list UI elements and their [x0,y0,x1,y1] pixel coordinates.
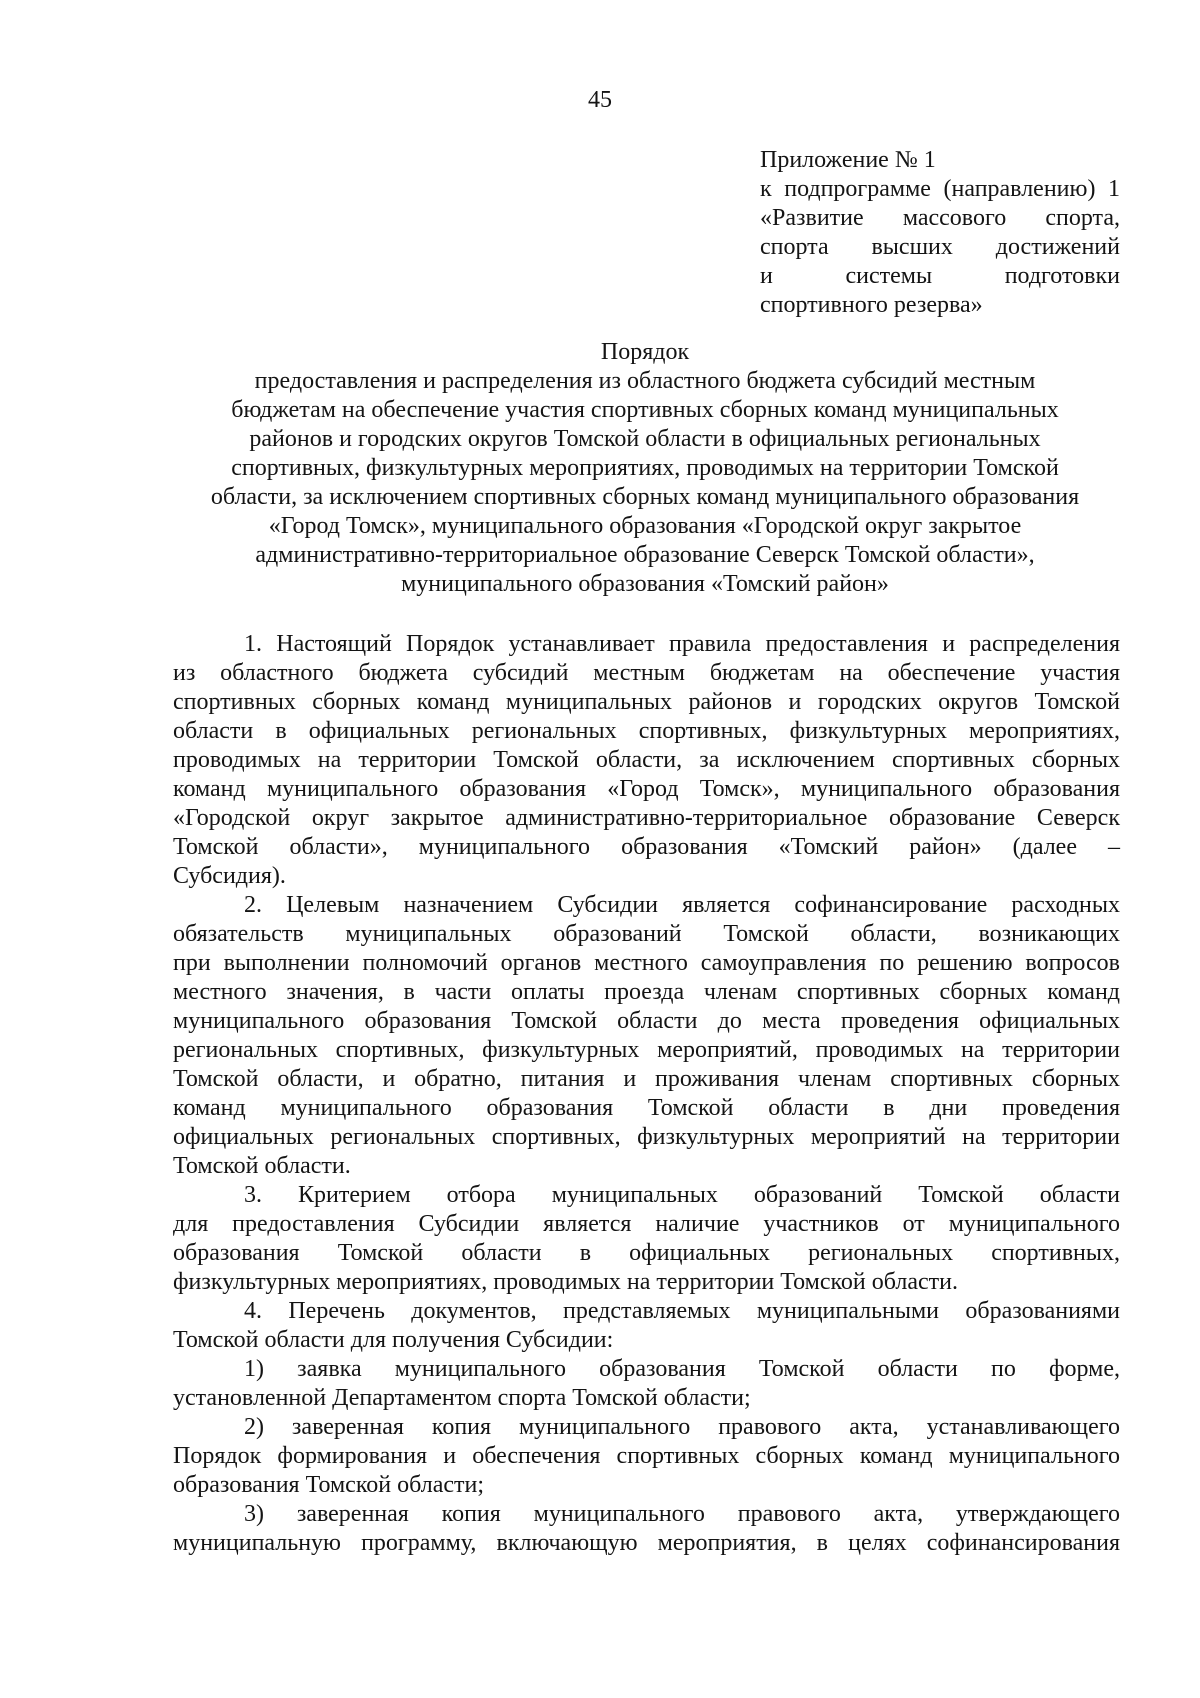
title-line: административно-территориальное образование Северск Томской области», [255,542,1035,568]
paragraph-line: при выполнении полномочий органов местного самоуправления по решению вопросов [173,950,1120,976]
appendix-line: к подпрограмме (направлению) 1 [760,176,1120,202]
paragraph [173,891,1120,1181]
title-line: области, за исключением спортивных сборных команд муниципального образования [210,484,1080,510]
document-body [173,630,1120,1558]
appendix-header [760,146,1120,320]
paragraph [173,1413,1120,1500]
appendix-line: «Развитие массового спорта, [760,205,1120,231]
paragraph-line: 2) заверенная копия муниципального правового акта, устанавливающего [244,1414,1120,1440]
paragraph-line: спортивных сборных команд муниципальных районов и городских округов Томской [173,689,1120,715]
appendix-line: и системы подготовки [760,263,1120,289]
paragraph-line: образования Томской области в официальных региональных спортивных, [173,1240,1120,1266]
paragraph-line: из областного бюджета субсидий местным бюджетам на обеспечение участия [173,660,1120,686]
paragraph-line: Порядок формирования и обеспечения спортивных сборных команд муниципального [173,1443,1120,1469]
title-line: спортивных, физкультурных мероприятиях, проводимых на территории Томской [231,455,1059,481]
paragraph-line: региональных спортивных, физкультурных мероприятий, проводимых на территории [173,1037,1120,1063]
title-heading: Порядок [600,339,690,365]
paragraph-line: 3) заверенная копия муниципального правового акта, утверждающего [244,1501,1120,1527]
paragraph-line: Томской области, и обратно, питания и проживания членам спортивных сборных [173,1066,1120,1092]
document-title [150,338,1140,599]
appendix-line: Приложение № 1 [760,147,936,173]
title-line: муниципального образования «Томский район» [401,571,889,597]
paragraph-line: муниципального образования Томской области до места проведения официальных [173,1008,1120,1034]
paragraph [173,1500,1120,1558]
paragraph-line: для предоставления Субсидии является наличие участников от муниципального [173,1211,1120,1237]
paragraph-line: Субсидия). [173,863,286,889]
paragraph-line: образования Томской области; [173,1472,485,1498]
paragraph-line: 1. Настоящий Порядок устанавливает правила предоставления и распределения [244,631,1120,657]
paragraph-line: местного значения, в части оплаты проезда членам спортивных сборных команд [173,979,1120,1005]
paragraph [173,1181,1120,1297]
paragraph-line: команд муниципального образования «Город Томск», муниципального образования [173,776,1120,802]
paragraph-line: Томской области. [173,1153,351,1179]
page-number: 45 [588,87,612,113]
paragraph-line: области в официальных региональных спортивных, физкультурных мероприятиях, [173,718,1120,744]
paragraph-line: Томской области для получения Субсидии: [173,1327,614,1353]
paragraph-line: физкультурных мероприятиях, проводимых на территории Томской области. [173,1269,959,1295]
paragraph-line: команд муниципального образования Томской области в дни проведения [173,1095,1120,1121]
paragraph-line: муниципальную программу, включающую мероприятия, в целях софинансирования [173,1530,1120,1556]
paragraph-line: проводимых на территории Томской области, за исключением спортивных сборных [173,747,1120,773]
paragraph [173,1355,1120,1413]
title-line: предоставления и распределения из областного бюджета субсидий местным [254,368,1036,394]
paragraph-line: «Городской округ закрытое административно-территориальное образование Северск [173,805,1120,831]
title-line: районов и городских округов Томской области в официальных региональных [249,426,1041,452]
appendix-line: спорта высших достижений [760,234,1120,260]
paragraph-line: Томской области», муниципального образования «Томский район» (далее – [173,834,1120,860]
paragraph [173,630,1120,891]
title-line: «Город Томск», муниципального образования «Городской округ закрытое [268,513,1022,539]
paragraph-line: 3. Критерием отбора муниципальных образований Томской области [244,1182,1120,1208]
paragraph-line: 1) заявка муниципального образования Томской области по форме, [244,1356,1120,1382]
paragraph-line: официальных региональных спортивных, физкультурных мероприятий на территории [173,1124,1120,1150]
appendix-line: спортивного резерва» [760,292,983,318]
paragraph [173,1297,1120,1355]
title-line: бюджетам на обеспечение участия спортивных сборных команд муниципальных [231,397,1059,423]
paragraph-line: обязательств муниципальных образований Томской области, возникающих [173,921,1120,947]
paragraph-line: 2. Целевым назначением Субсидии является софинансирование расходных [244,892,1120,918]
paragraph-line: 4. Перечень документов, представляемых муниципальными образованиями [244,1298,1120,1324]
paragraph-line: установленной Департаментом спорта Томской области; [173,1385,751,1411]
